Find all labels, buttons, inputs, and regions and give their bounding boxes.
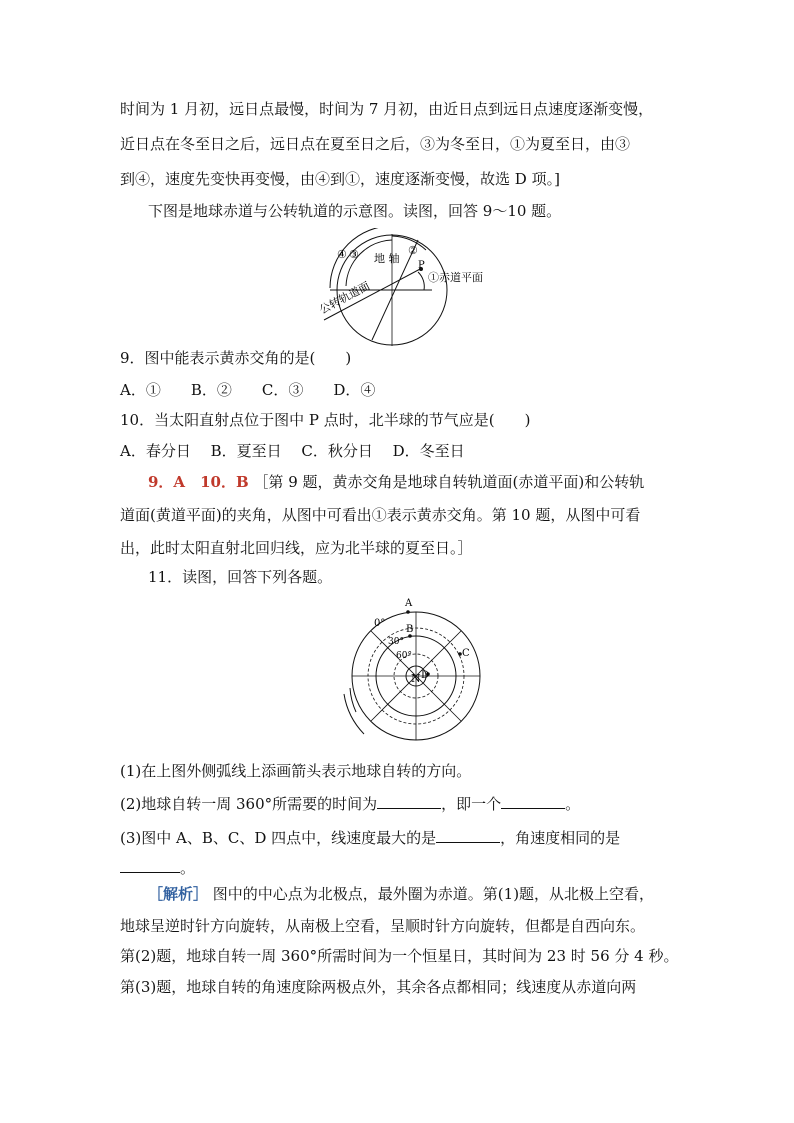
fig2-label-d: D	[421, 670, 430, 681]
fig2-label-n: N	[411, 672, 421, 685]
analysis-line-2: 地球呈逆时针方向旋转，从南极上空看，呈顺时针方向旋转，但都是自西向东。	[120, 917, 646, 935]
answer-9-10-label: 9．A 10．B	[148, 473, 249, 491]
q11-sub2-text-a: (2)地球自转一周 360°所需要的时间为	[120, 795, 378, 813]
q11-sub2	[120, 794, 580, 814]
q11-sub3-blank-linear[interactable]	[436, 828, 500, 843]
analysis-line-4: 第(3)题，地球自转的角速度除两极点外，其余各点都相同；线速度从赤道向两	[120, 978, 637, 996]
q11-sub2-text-b: ，即一个	[441, 795, 502, 813]
answer-9-10-text-1: ［第 9 题，黄赤交角是地球自转轨道面(赤道平面)和公转轨	[253, 473, 645, 491]
q11-sub1: (1)在上图外侧弧线上添画箭头表示地球自转的方向。	[120, 762, 472, 780]
q11-sub3-line-2	[120, 858, 195, 878]
figure-equator-orbit	[310, 228, 530, 358]
fig1-label-orbit-plane: 公转轨道面	[317, 279, 372, 317]
analysis-line-3: 第(2)题，地球自转一周 360°所需时间为一个恒星日，其时间为 23 时 56 分 4 秒。	[120, 947, 679, 965]
answer-9-10-line-1	[148, 472, 644, 492]
prev-answer-line-1: 时间为 1 月初，远日点最慢，时间为 7 月初，由近日点到远日点速度逐渐变慢，	[120, 100, 654, 118]
answer-9-10-line-2: 道面(黄道平面)的夹角，从图中可看出①表示黄赤交角。第 10 题，从图中可看	[120, 506, 641, 524]
fig2-lat-30: 30°	[388, 637, 404, 647]
figure-polar-view	[336, 596, 496, 746]
q11-sub3-text-c: 。	[180, 859, 196, 877]
q11-sub3-text-b: ，角速度相同的是	[500, 829, 621, 847]
q11-sub3-blank-angular[interactable]	[120, 858, 180, 873]
fig2-label-a: A	[405, 598, 413, 609]
fig2-label-b: B	[406, 624, 414, 635]
analysis-line-1	[148, 884, 654, 904]
q11-sub3	[120, 828, 620, 848]
prev-answer-line-2: 近日点在冬至日之后，远日点在夏至日之后，③为冬至日，①为夏至日，由③	[120, 135, 631, 153]
q9-options: A．① B．② C．③ D．④	[120, 381, 376, 399]
fig2-label-c: C	[462, 648, 470, 659]
analysis-label: ［解析］	[148, 885, 209, 903]
q11-stem: 11．读图，回答下列各题。	[148, 568, 333, 586]
fig1-point-p: P	[418, 260, 425, 271]
q11-sub2-blank-day[interactable]	[501, 794, 565, 809]
q10-stem: 10．当太阳直射点位于图中 P 点时，北半球的节气应是( )	[120, 411, 531, 429]
fig1-num-3: ③	[349, 248, 359, 261]
q11-sub2-blank-time[interactable]	[377, 794, 441, 809]
q10-options: A．春分日 B．夏至日 C．秋分日 D．冬至日	[120, 442, 465, 460]
fig1-label-axis: 地 轴	[374, 252, 400, 265]
fig2-lat-0: 0°	[374, 618, 386, 629]
fig1-num-2: ②	[408, 244, 418, 257]
analysis-text-1: 图中的中心点为北极点，最外圈为赤道。第(1)题，从北极上空看，	[212, 885, 655, 903]
fig1-label-equator-plane: ①赤道平面	[428, 271, 483, 284]
q11-sub2-text-c: 。	[565, 795, 581, 813]
fig1-num-4: ④	[337, 248, 347, 261]
answer-9-10-line-3: 出，此时太阳直射北回归线，应为北半球的夏至日。］	[120, 539, 473, 557]
q11-sub3-text-a: (3)图中 A、B、C、D 四点中，线速度最大的是	[120, 829, 437, 847]
fig2-lat-60: 60°	[396, 651, 412, 661]
point-a	[406, 610, 410, 614]
q9-stem: 9．图中能表示黄赤交角的是( )	[120, 349, 352, 367]
prev-answer-line-3: 到④，速度先变快再变慢，由④到①，速度逐渐变慢，故选 D 项。]	[120, 170, 560, 188]
intro-9-10: 下图是地球赤道与公转轨道的示意图。读图，回答 9～10 题。	[148, 202, 562, 220]
